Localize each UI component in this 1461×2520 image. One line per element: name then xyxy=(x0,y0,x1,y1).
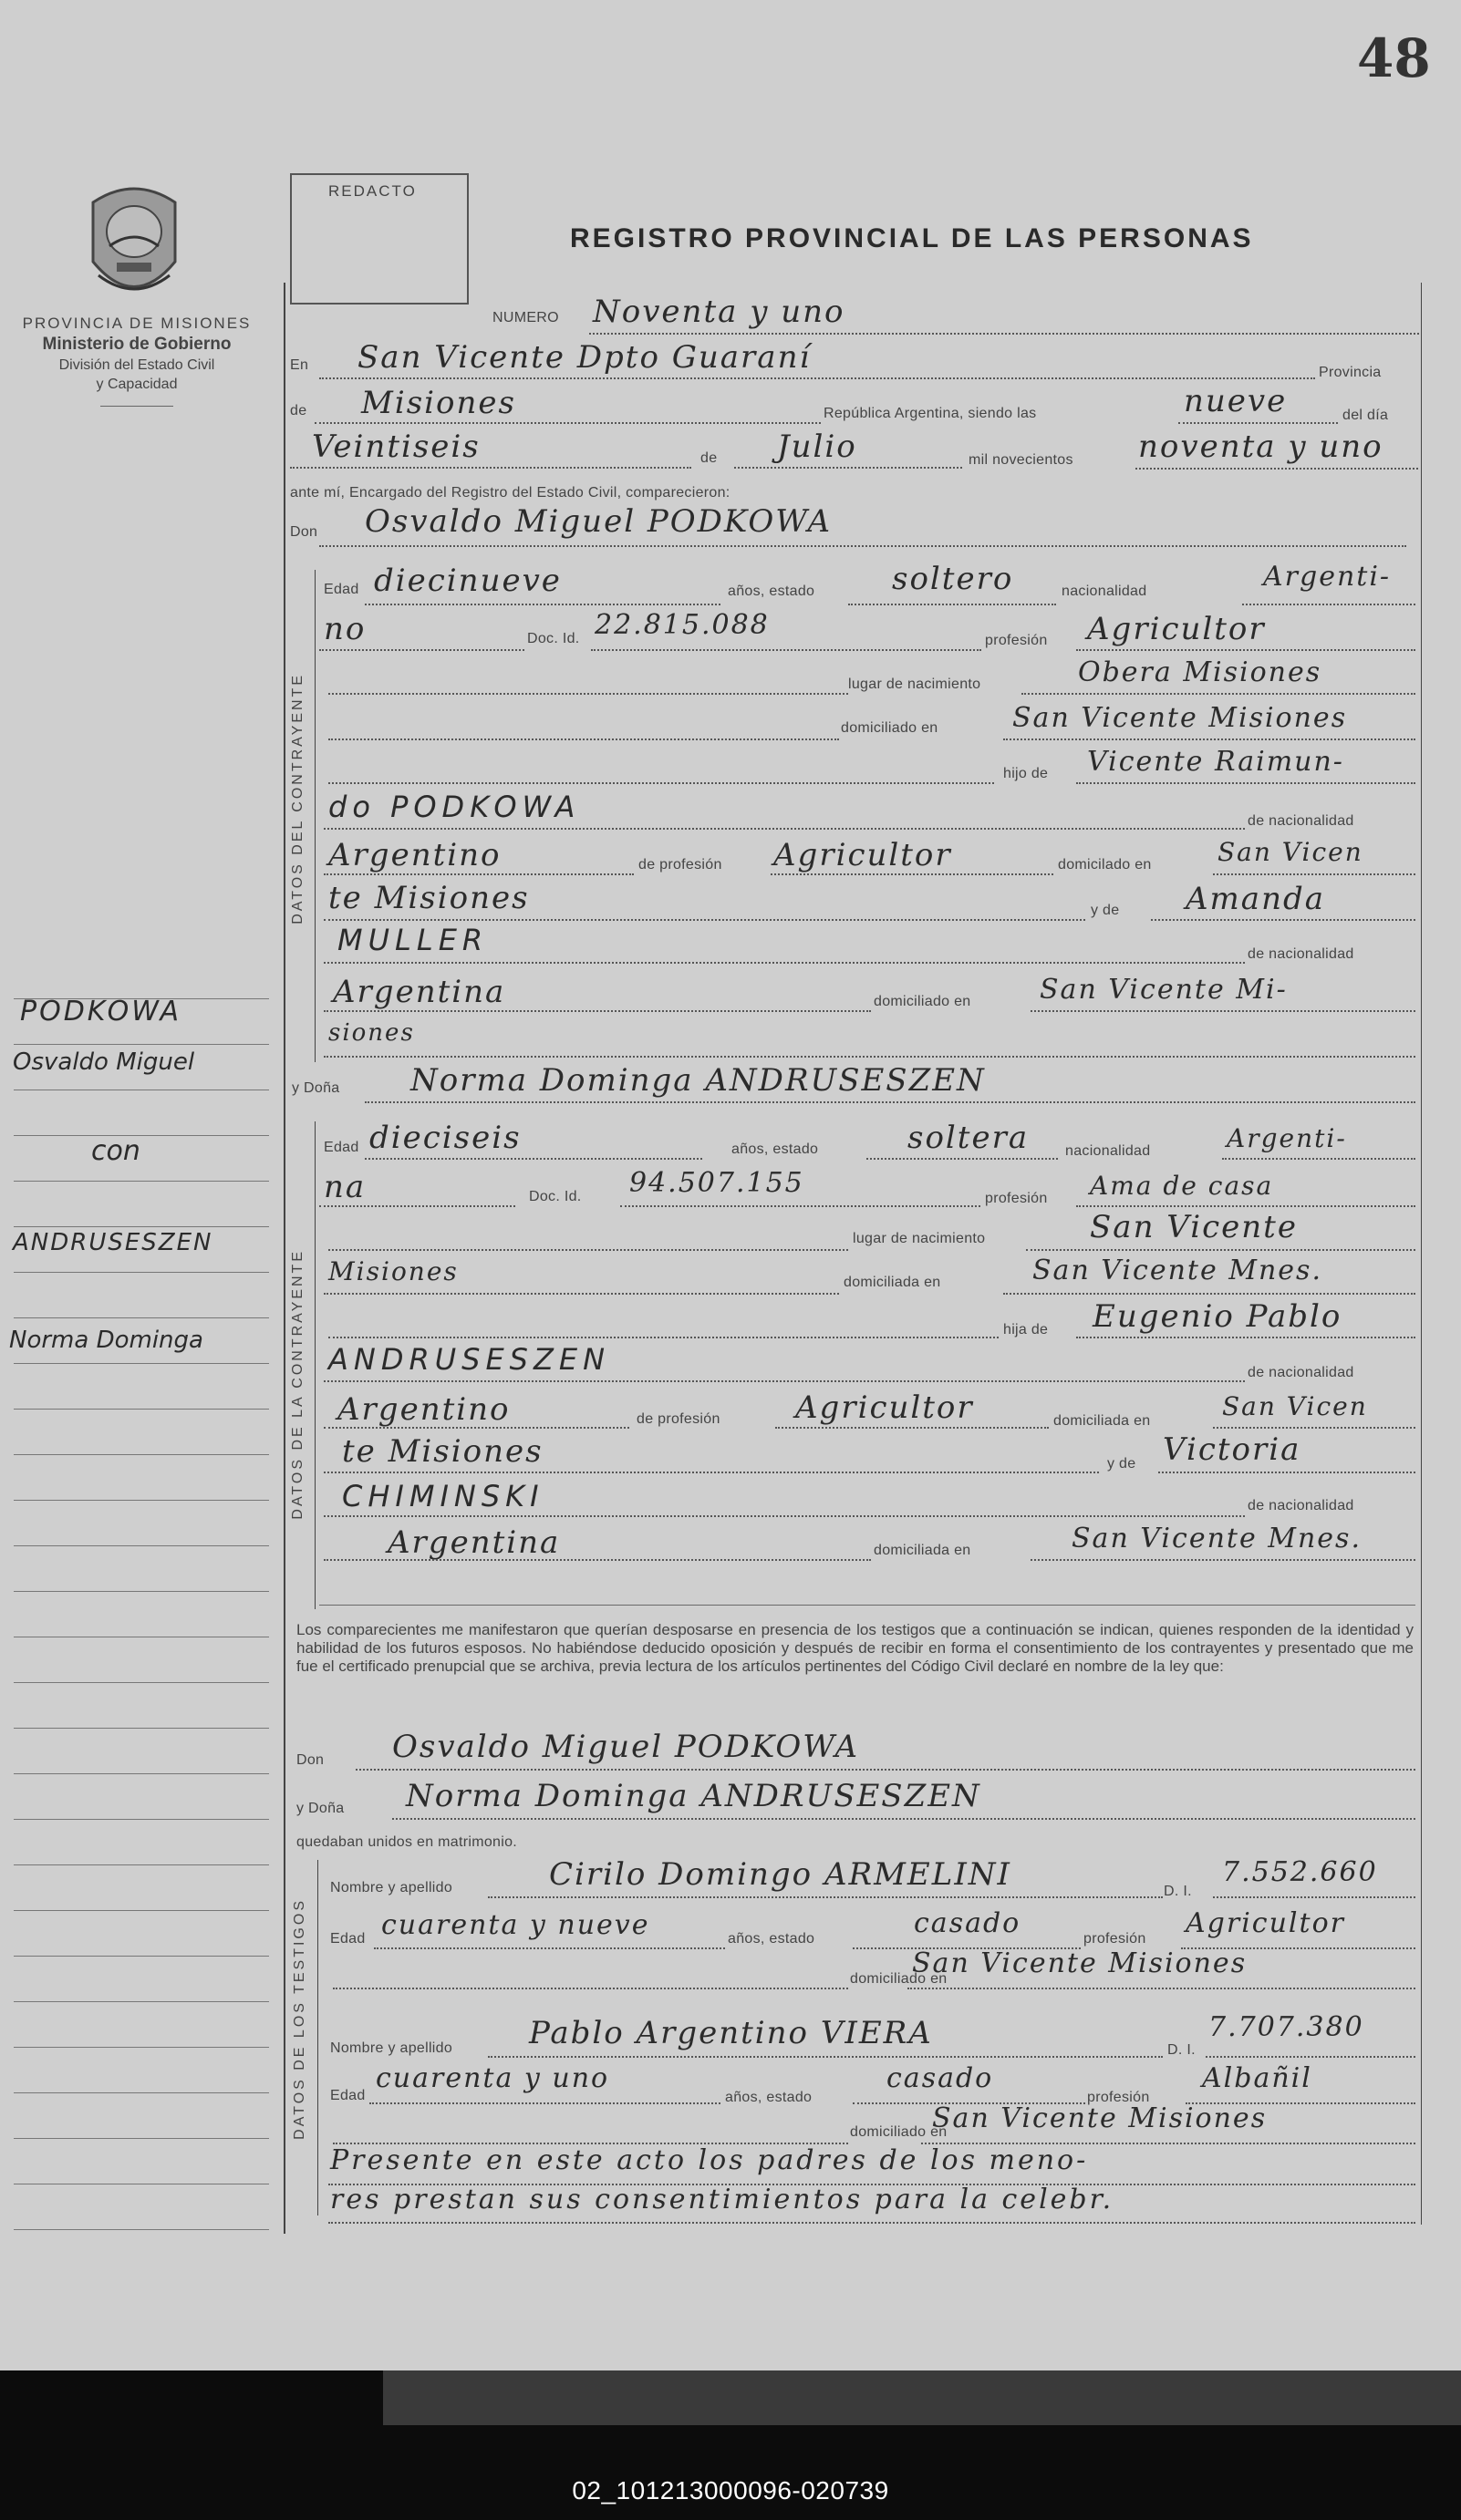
di-t1-label: D. I. xyxy=(1164,1884,1192,1899)
y-de-label: y de xyxy=(1091,903,1120,918)
datos-contrayente-label: DATOS DEL CONTRAYENTE xyxy=(290,673,306,924)
nacionalidad-label: nacionalidad xyxy=(1062,584,1147,599)
contrayente-doc: 22.815.088 xyxy=(595,609,770,641)
contrayente-f-edad: dieciseis xyxy=(369,1120,522,1156)
don-union-value: Osvaldo Miguel PODKOWA xyxy=(392,1729,860,1765)
numero-value: Noventa y uno xyxy=(593,294,845,330)
contrayente-f-madre-a: Victoria xyxy=(1163,1431,1301,1468)
contrayente-f-padre-dom-b: te Misiones xyxy=(342,1433,544,1470)
numero-label: NUMERO xyxy=(492,310,559,325)
de-profesion-f-label: de profesión xyxy=(637,1411,720,1427)
testigo2-edad: cuarenta y uno xyxy=(376,2062,610,2094)
en-value: San Vicente Dpto Guaraní xyxy=(357,339,812,376)
republica-label: República Argentina, siendo las xyxy=(824,406,1037,421)
y-de-f-label: y de xyxy=(1107,1456,1136,1472)
contrayente-nac-b: no xyxy=(324,611,367,647)
margin-name-2: Norma Dominga xyxy=(9,1327,203,1354)
contrayente-padre-nac: Argentino xyxy=(328,837,502,873)
ministry-capacity: y Capacidad xyxy=(96,377,178,392)
contrayente-madre-b: MULLER xyxy=(337,923,489,957)
testigo1-estado: casado xyxy=(914,1907,1021,1939)
profesion-t1-label: profesión xyxy=(1083,1931,1146,1947)
en-label: En xyxy=(290,357,309,373)
y-dona-label: y Doña xyxy=(292,1080,340,1096)
contrayente-padre-a: Vicente Raimun- xyxy=(1087,746,1344,778)
don-union-label: Don xyxy=(296,1752,325,1768)
dona-union-value: Norma Dominga ANDRUSESZEN xyxy=(406,1778,981,1814)
contrayente-f-lugar-b: Misiones xyxy=(328,1256,459,1286)
image-id-label: 02_101213000096-020739 xyxy=(572,2476,889,2505)
contrayente-nombre: Osvaldo Miguel PODKOWA xyxy=(365,503,833,540)
profesion-label: profesión xyxy=(985,633,1048,648)
contrayente-f-domicilio: San Vicente Mnes. xyxy=(1032,1255,1322,1286)
provincia-value: Misiones xyxy=(361,385,516,421)
profesion-t2-label: profesión xyxy=(1087,2090,1150,2105)
redacto-label: REDACTO xyxy=(328,182,417,200)
contrayente-madre-dom-a: San Vicente Mi- xyxy=(1040,974,1288,1006)
anos-estado-f-label: años, estado xyxy=(731,1141,819,1157)
edad-f-label: Edad xyxy=(324,1140,359,1155)
page-title: REGISTRO PROVINCIAL DE LAS PERSONAS xyxy=(570,223,1254,253)
hijo-de-label: hijo de xyxy=(1003,766,1049,781)
closing-line-b: res prestan sus consentimientos para la celebr. xyxy=(330,2184,1114,2215)
doc-id-label: Doc. Id. xyxy=(527,631,580,646)
declaration-paragraph: Los comparecientes me manifestaron que querían desposarse en presencia de los testigos que a continuación se indican, quienes responden de la identidad y habilidad de los futuros esposos. No habiéndose deducido oposición y después de recibir en forma el consentimiento de los contrayentes y presentado que me fue el certificado prenupcial que se archiva, previa lectura de los artículos pertinentes del Código Civil declaré en nombre de la ley que: xyxy=(296,1621,1414,1675)
contrayente-padre-prof: Agricultor xyxy=(773,837,952,873)
testigo2-nombre: Pablo Argentino VIERA xyxy=(529,2015,933,2051)
contrayente-f-nombre: Norma Dominga ANDRUSESZEN xyxy=(410,1062,986,1099)
contrayente-edad: diecinueve xyxy=(374,563,562,599)
don-label: Don xyxy=(290,524,318,540)
contrayente-padre-dom-b: te Misiones xyxy=(328,880,530,916)
padre-f-domicilio-label: domiciliada en xyxy=(1053,1413,1151,1429)
contrayente-f-nac-b: na xyxy=(324,1169,367,1205)
dia-value: Veintiseis xyxy=(312,429,481,465)
testigo1-di: 7.552.660 xyxy=(1222,1856,1378,1888)
edad-t1-label: Edad xyxy=(330,1931,366,1947)
profesion-f-label: profesión xyxy=(985,1191,1048,1206)
madre-domicilio-label: domiciliado en xyxy=(874,994,971,1009)
dona-union-label: y Doña xyxy=(296,1801,345,1816)
contrayente-f-doc: 94.507.155 xyxy=(629,1167,804,1199)
contrayente-f-padre-dom-a: San Vicen xyxy=(1222,1391,1368,1421)
page-number: 48 xyxy=(1357,27,1431,89)
testigo1-domicilio: San Vicente Misiones xyxy=(912,1947,1248,1979)
mes-value: Julio xyxy=(777,429,857,465)
testigo2-profesion: Albañil xyxy=(1202,2062,1312,2094)
de-label: de xyxy=(290,403,307,418)
contrayente-madre-dom-b: siones xyxy=(328,1019,415,1047)
datos-contrayente-f-label: DATOS DE LA CONTRAYENTE xyxy=(290,1249,306,1520)
margin-name-1: Osvaldo Miguel xyxy=(13,1048,195,1076)
margin-surname-2: ANDRUSESZEN xyxy=(13,1229,213,1256)
contrayente-profesion: Agricultor xyxy=(1087,611,1266,647)
contrayente-f-padre-a: Eugenio Pablo xyxy=(1093,1298,1342,1335)
provincial-seal-icon xyxy=(80,175,188,316)
lugar-nacimiento-label: lugar de nacimiento xyxy=(848,676,981,692)
testigo2-di: 7.707.380 xyxy=(1208,2011,1364,2043)
contrayente-padre-dom-a: San Vicen xyxy=(1218,837,1363,867)
de-nacionalidad-label: de nacionalidad xyxy=(1248,813,1354,829)
ante-mi-text: ante mí, Encargado del Registro del Estado Civil, comparecieron: xyxy=(290,485,730,501)
hija-de-label: hija de xyxy=(1003,1322,1049,1337)
anos-estado-label: años, estado xyxy=(728,584,815,599)
margin-surname-1: PODKOWA xyxy=(20,996,181,1028)
nombre-t1-label: Nombre y apellido xyxy=(330,1880,453,1895)
testigo1-profesion: Agricultor xyxy=(1186,1907,1345,1939)
contrayente-padre-b: do PODKOWA xyxy=(328,790,581,824)
del-dia-label: del día xyxy=(1342,408,1389,423)
contrayente-f-madre-dom: San Vicente Mnes. xyxy=(1072,1523,1362,1554)
contrayente-lugar-nacimiento: Obera Misiones xyxy=(1078,656,1322,688)
edad-t2-label: Edad xyxy=(330,2088,366,2103)
contrayente-domicilio: San Vicente Misiones xyxy=(1012,702,1348,734)
testigo2-domicilio: San Vicente Misiones xyxy=(932,2102,1268,2134)
anos-estado-t2-label: años, estado xyxy=(725,2090,813,2105)
ministry-heading xyxy=(0,315,274,407)
contrayente-f-madre-nac: Argentina xyxy=(388,1524,561,1561)
ministry-province: PROVINCIA DE MISIONES xyxy=(22,315,252,332)
hora-value: nueve xyxy=(1184,383,1288,419)
nombre-t2-label: Nombre y apellido xyxy=(330,2040,453,2056)
contrayente-f-estado: soltera xyxy=(907,1120,1030,1156)
madre-f-domicilio-label: domiciliada en xyxy=(874,1543,971,1558)
doc-id-f-label: Doc. Id. xyxy=(529,1189,582,1204)
contrayente-estado: soltero xyxy=(892,561,1014,597)
provincia-label: Provincia xyxy=(1319,365,1382,380)
mil-label: mil novecientos xyxy=(969,452,1073,468)
di-t2-label: D. I. xyxy=(1167,2042,1196,2058)
nacionalidad-f-label: nacionalidad xyxy=(1065,1143,1151,1159)
contrayente-f-padre-nac: Argentino xyxy=(337,1391,511,1428)
testigo1-nombre: Cirilo Domingo ARMELINI xyxy=(549,1856,1011,1893)
de-nacionalidad-label-2: de nacionalidad xyxy=(1248,946,1354,962)
contrayente-f-padre-prof: Agricultor xyxy=(795,1389,974,1426)
padre-domicilio-label: domicilado en xyxy=(1058,857,1152,873)
anos-estado-t1-label: años, estado xyxy=(728,1931,815,1947)
ministry-name: Ministerio de Gobierno xyxy=(42,335,232,354)
de-nacionalidad-f-label: de nacionalidad xyxy=(1248,1365,1354,1380)
domiciliada-f-label: domiciliada en xyxy=(844,1275,941,1290)
contrayente-f-madre-b: CHIMINSKI xyxy=(342,1479,544,1513)
testigo2-estado: casado xyxy=(886,2062,994,2094)
de-nacionalidad-f-label-2: de nacionalidad xyxy=(1248,1498,1354,1513)
redacto-box xyxy=(290,173,469,305)
domiciliado-label: domiciliado en xyxy=(841,720,938,736)
de-profesion-label: de profesión xyxy=(638,857,722,873)
testigo1-edad: cuarenta y nueve xyxy=(381,1909,650,1941)
quedaban-text: quedaban unidos en matrimonio. xyxy=(296,1834,518,1850)
contrayente-madre-nac: Argentina xyxy=(333,974,506,1010)
contrayente-f-padre-b: ANDRUSESZEN xyxy=(328,1342,611,1377)
lugar-nacimiento-f-label: lugar de nacimiento xyxy=(853,1231,986,1246)
domiciliado-t1-label: domiciliado en xyxy=(850,1971,948,1987)
contrayente-madre-a: Amanda xyxy=(1186,881,1325,917)
edad-label: Edad xyxy=(324,582,359,597)
datos-testigos-label: DATOS DE LOS TESTIGOS xyxy=(292,1898,307,2140)
de-mes-label: de xyxy=(700,450,718,466)
contrayente-f-lugar-a: San Vicente xyxy=(1090,1209,1298,1245)
contrayente-f-profesion: Ama de casa xyxy=(1090,1171,1274,1201)
page-shadow xyxy=(383,2370,1461,2425)
domiciliado-t2-label: domiciliado en xyxy=(850,2124,948,2140)
margin-con: con xyxy=(91,1135,140,1167)
closing-line-a: Presente en este acto los padres de los meno- xyxy=(330,2144,1089,2176)
contrayente-nac-a: Argenti- xyxy=(1263,561,1392,593)
contrayente-f-nac-a: Argenti- xyxy=(1227,1123,1347,1153)
ministry-division: División del Estado Civil xyxy=(58,357,215,373)
anio-value: noventa y uno xyxy=(1138,429,1383,465)
